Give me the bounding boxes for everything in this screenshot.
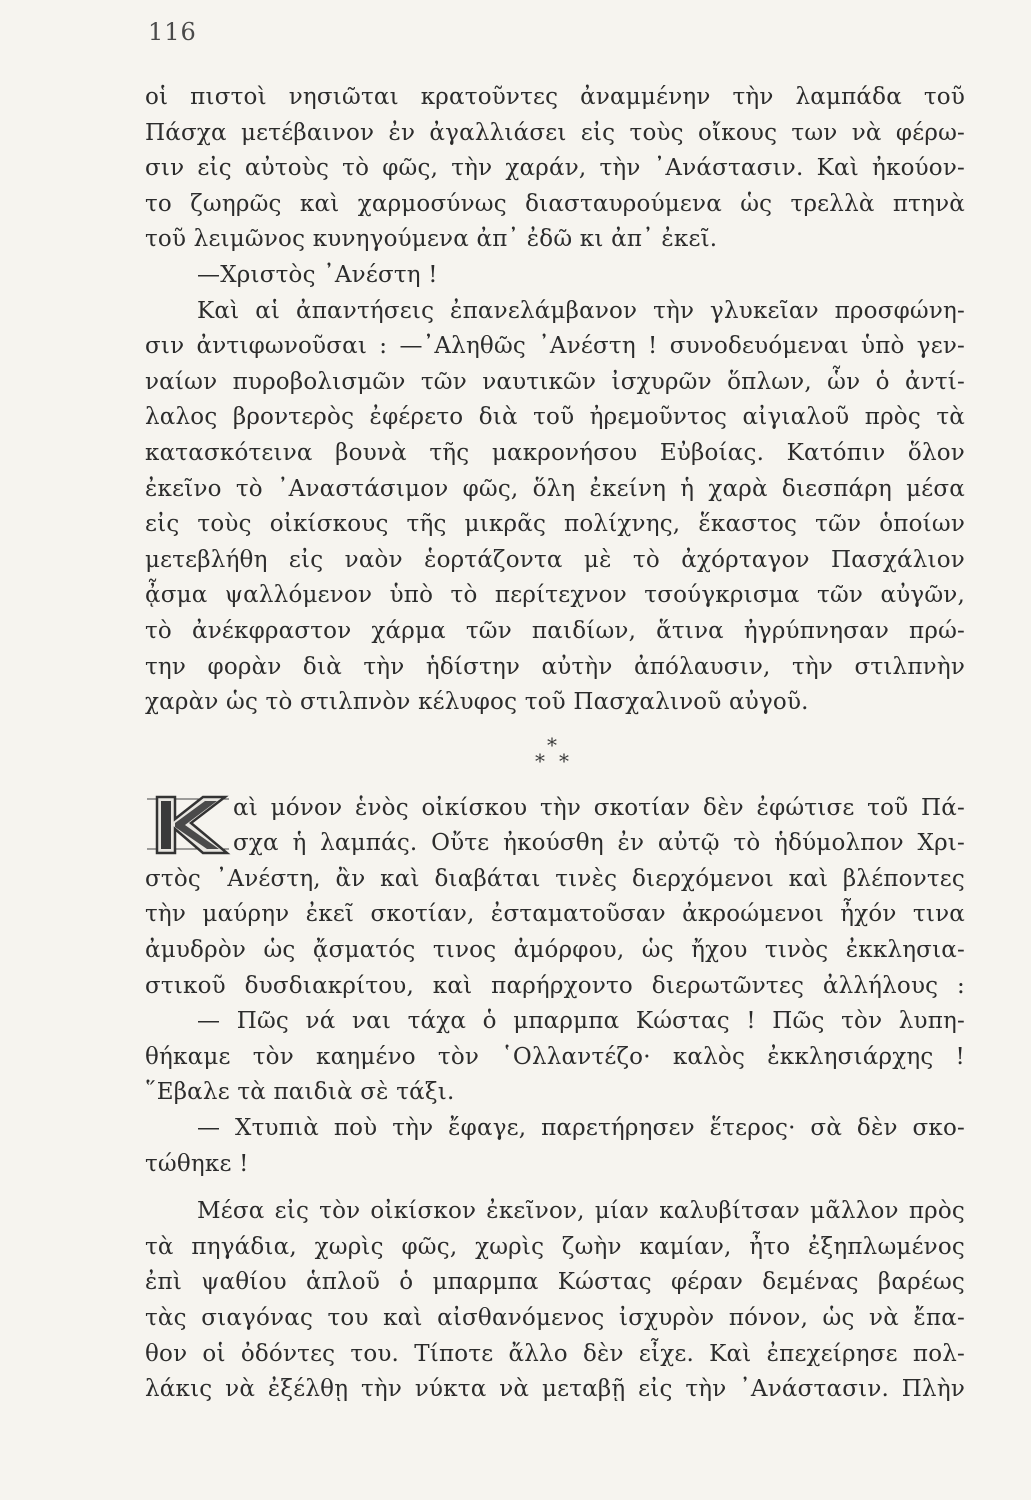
text-line: κατασκότεινα βουνὰ τῆς μακρονήσου Εὐβοίας. Κατόπιν ὅλον <box>145 439 965 466</box>
text-line: στικοῦ δυσδιακρίτου, καὶ παρήρχοντο διερωτῶντες ἀλλήλους : <box>145 972 965 999</box>
text-line: το ζωηρῶς καὶ χαρμοσύνως διασταυρούμενα ὡς τρελλὰ πτηνὰ <box>145 190 965 217</box>
text-line: λαλος βροντερὸς ἐφέρετο διὰ τοῦ ἠρεμοῦντος αἰγιαλοῦ πρὸς τὰ <box>145 404 965 431</box>
text-line: σιν εἰς αὐτοὺς τὸ φῶς, τὴν χαράν, τὴν ᾿Ανάστασιν. Καὶ ἠκούον- <box>145 155 965 182</box>
text-line: τὰ πηγάδια, χωρὶς φῶς, χωρὶς ζωὴν καμίαν, ἦτο ἐξηπλωμένος <box>145 1233 965 1260</box>
text-line: σχα ἡ λαμπάς. Οὔτε ἠκούσθη ἐν αὐτῷ τὸ ἡδύμολπον Χρι- <box>233 830 965 857</box>
asterisk: * <box>559 748 569 773</box>
text-line: εἰς τοὺς οἰκίσκους τῆς μικρᾶς πολίχνης, ἕκαστος τῶν ὁποίων <box>145 511 965 538</box>
text-line: χαρὰν ὡς τὸ στιλπνὸν κέλυφος τοῦ Πασχαλινοῦ αὐγοῦ. <box>145 689 809 716</box>
text-line: αὶ μόνον ἑνὸς οἰκίσκου τὴν σκοτίαν δὲν ἐφώτισε τοῦ Πά- <box>233 794 965 821</box>
text-line: λάκις νὰ ἐξέλθῃ τὴν νύκτα νὰ μεταβῇ εἰς τὴν ᾿Ανάστασιν. Πλὴν <box>145 1376 965 1403</box>
text-line: ἀμυδρὸν ὡς ᾄσματός τινος ἀμόρφου, ὡς ἤχου τινὸς ἐκκλησια- <box>145 937 965 964</box>
text-line: ᾆσμα ψαλλόμενον ὑπὸ τὸ περίτεχνον τσούγκρισμα τῶν αὐγῶν, <box>145 582 965 609</box>
text-line: οἱ πιστοὶ νησιῶται κρατοῦντες ἀναμμένην τὴν λαμπάδα τοῦ <box>145 84 965 110</box>
text-line: τὴν μαύρην ἐκεῖ σκοτίαν, ἐσταματοῦσαν ἀκροώμενοι ἦχόν τινα <box>145 901 965 928</box>
text-line: θον οἱ ὀδόντες του. Τίποτε ἄλλο δὲν εἶχε. Καὶ ἐπεχείρησε πολ- <box>145 1340 965 1367</box>
page-number: 116 <box>148 18 197 46</box>
text-line: ναίων πυροβολισμῶν τῶν ναυτικῶν ἰσχυρῶν ὅπλων, ὧν ὁ ἀντί- <box>145 368 965 395</box>
text-line: τώθηκε ! <box>145 1150 249 1177</box>
text-line: τὸ ἀνέκφραστον χάρμα τῶν παιδίων, ἅτινα ἠγρύπνησαν πρώ- <box>145 617 965 644</box>
text-line: τοῦ λειμῶνος κυνηγούμενα ἀπ᾿ ἐδῶ κι ἀπ᾿ ἐκεῖ. <box>145 226 718 253</box>
dialogue-line: — Πῶς νά ναι τάχα ὁ μπαρμπα Κώστας ! Πῶς τὸν λυπη- <box>197 1008 965 1035</box>
text-line: ῞Εβαλε τὰ παιδιὰ σὲ τάξι. <box>145 1079 455 1106</box>
asterisk: * <box>547 732 557 757</box>
text-body <box>145 80 965 1408</box>
text-line: μετεβλήθη εἰς ναὸν ἑορτάζοντα μὲ τὸ ἀχόρταγον Πασχάλιον <box>145 546 965 573</box>
paragraph-start: Καὶ αἱ ἀπαντήσεις ἐπανελάμβανον τὴν γλυκεῖαν προσφώνη- <box>197 297 965 324</box>
text-line: ἐπὶ ψαθίου ἁπλοῦ ὁ μπαρμπα Κώστας φέραν δεμένας βαρέως <box>145 1269 965 1296</box>
text-line: Πάσχα μετέβαινον ἐν ἀγαλλιάσει εἰς τοὺς οἴκους των νὰ φέρω- <box>145 119 965 146</box>
text-line: την φορὰν διὰ τὴν ἡδίστην αὐτὴν ἀπόλαυσιν, τὴν στιλπνὴν <box>145 653 965 680</box>
paragraph-start: Μέσα εἰς τὸν οἰκίσκον ἐκεῖνον, μίαν καλυβίτσαν μᾶλλον πρὸς <box>197 1198 965 1225</box>
text-line: ἐκεῖνο τὸ ᾿Αναστάσιμον φῶς, ὅλη ἐκείνη ἡ χαρὰ διεσπάρη μέσα <box>145 475 965 502</box>
dialogue-line: —Χριστὸς ᾿Ανέστη ! <box>197 261 438 288</box>
drop-cap-k <box>145 791 231 857</box>
text-line: στὸς ᾿Ανέστη, ἂν καὶ διαβάται τινὲς διερχόμενοι καὶ βλέποντες <box>145 865 965 892</box>
text-line: σιν ἀντιφωνοῦσαι : —᾿Αληθῶς ᾿Ανέστη ! συνοδευόμεναι ὑπὸ γεν- <box>145 333 965 360</box>
paragraph-gap <box>145 1182 965 1194</box>
text-line: θήκαμε τὸν καημένο τὸν ῾Ολλαντέζο· καλὸς ἐκκλησιάρχης ! <box>145 1043 965 1070</box>
text-line: τὰς σιαγόνας του καὶ αἰσθανόμενος ἰσχυρὸν πόνον, ὡς νὰ ἔπα- <box>145 1305 965 1331</box>
dialogue-line: — Χτυπιὰ ποὺ τὴν ἔφαγε, παρετήρησεν ἕτερος· σὰ δὲν σκο- <box>197 1115 965 1142</box>
drop-cap-paragraph <box>145 791 965 1005</box>
section-break-asterisks <box>145 721 965 791</box>
asterisk: * <box>535 748 545 773</box>
